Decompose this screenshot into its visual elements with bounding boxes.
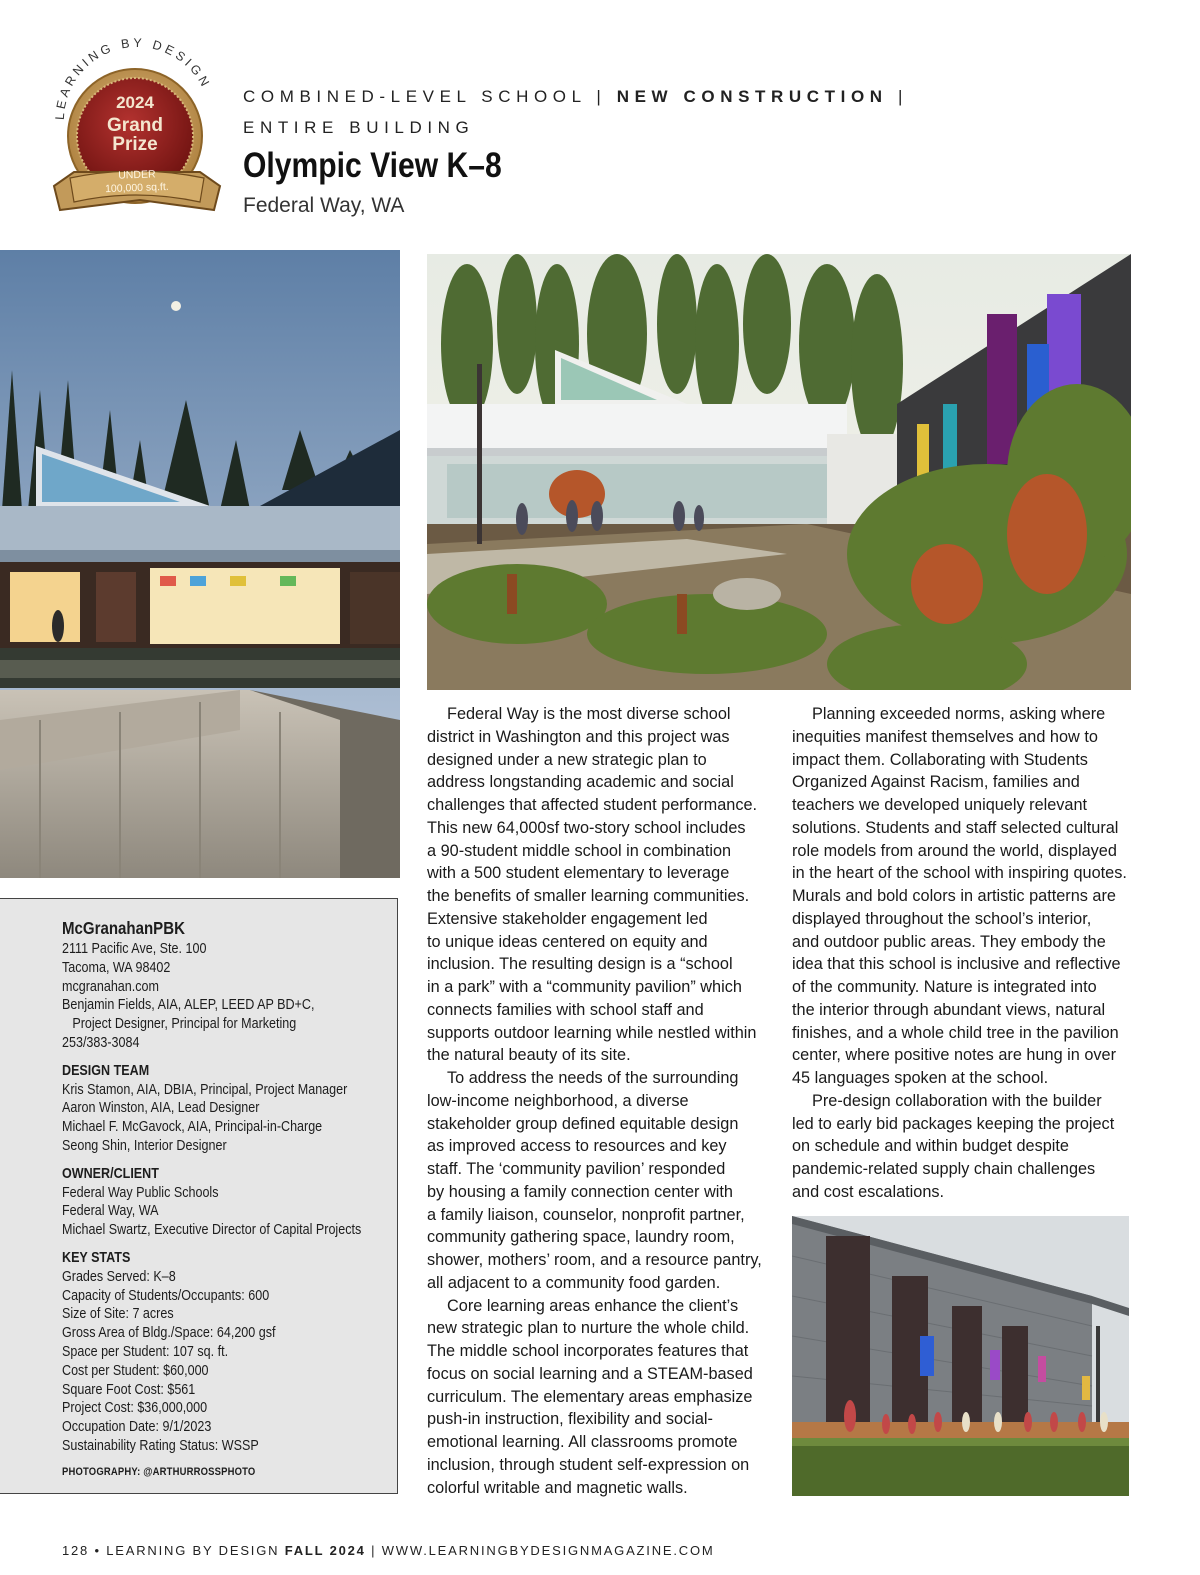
body-line: supports outdoor learning while nestled within	[427, 1023, 757, 1042]
badge-award-line1: Grand	[107, 115, 163, 136]
body-line: and cost escalations.	[792, 1182, 945, 1201]
body-line: challenges that affected student performance.	[427, 796, 758, 814]
category-part-b: NEW CONSTRUCTION	[616, 87, 888, 106]
design-team-member: Aaron Winston, AIA, Lead Designer	[62, 1100, 260, 1117]
body-line: idea that this school is inclusive and reflective	[792, 955, 1121, 974]
body-line: led to early bid packages keeping the project	[792, 1114, 1115, 1133]
body-line: Core learning areas enhance the client’s	[447, 1296, 739, 1315]
body-line: displayed throughout the school’s interior,	[792, 909, 1092, 928]
body-line: the natural beauty of its site.	[427, 1046, 631, 1065]
footer-issue: FALL 2024	[284, 1543, 366, 1558]
body-line: all adjacent to a community food garden.	[427, 1273, 721, 1292]
school-dusk-photo	[0, 250, 400, 878]
body-line: in a park” with a “community pavilion” which	[427, 978, 742, 996]
body-line: Organized Against Racism, families and	[792, 773, 1080, 792]
key-stat: Cost per Student: $60,000	[62, 1362, 209, 1379]
key-stat: Capacity of Students/Occupants: 600	[62, 1287, 270, 1304]
body-line: pandemic-related supply chain challenges	[792, 1160, 1096, 1178]
body-line: with a 500 student elementary to leverage	[427, 864, 730, 883]
key-stat: Grades Served: K–8	[62, 1268, 176, 1285]
body-line: a family liaison, counselor, nonprofit partner,	[427, 1205, 745, 1224]
body-line: a 90-student middle school in combination	[427, 841, 732, 860]
firm-phone: 253/383-3084	[62, 1034, 140, 1051]
body-column-left	[427, 703, 762, 1499]
body-line: staff. The ‘community pavilion’ responded	[427, 1160, 726, 1178]
owner-line: Michael Swartz, Executive Director of Capital Projects	[62, 1222, 362, 1239]
badge-ribbon-line2: 100,000 sq.ft.	[104, 180, 169, 196]
body-line: by housing a family connection center with	[427, 1182, 733, 1201]
key-stat: Square Foot Cost: $561	[62, 1381, 196, 1398]
owner-line: Federal Way, WA	[62, 1203, 159, 1220]
body-line: low-income neighborhood, a diverse	[427, 1091, 689, 1110]
design-team-member: Michael F. McGavock, AIA, Principal-in-Charge	[62, 1119, 323, 1136]
design-team-member: Kris Stamon, AIA, DBIA, Principal, Project Manager	[62, 1081, 348, 1098]
body-line: push-in instruction, flexibility and social-	[427, 1410, 713, 1429]
body-line: focus on social learning and a STEAM-based	[427, 1364, 753, 1383]
body-line: center, where positive notes are hung in over	[792, 1046, 1117, 1065]
body-line: Pre-design collaboration with the builder	[812, 1091, 1102, 1110]
key-stat: Project Cost: $36,000,000	[62, 1400, 208, 1417]
body-line: inclusion. The resulting design is a “school	[427, 955, 733, 974]
body-line: inclusion, through student self-expression on	[427, 1455, 750, 1474]
owner-heading: OWNER/CLIENT	[62, 1165, 159, 1182]
key-stat: Sustainability Rating Status: WSSP	[62, 1437, 259, 1454]
project-info-sidebar	[0, 898, 398, 1494]
body-line: the benefits of smaller learning communities.	[427, 887, 750, 905]
key-stats-heading: KEY STATS	[62, 1249, 131, 1266]
school-courtyard-photo	[427, 254, 1131, 690]
body-line: curriculum. The elementary areas emphasize	[427, 1387, 753, 1406]
body-line: of the community. Nature is integrated into	[792, 978, 1097, 996]
design-team-member: Seong Shin, Interior Designer	[62, 1137, 227, 1154]
category-kicker-line2: ENTIRE BUILDING	[243, 118, 475, 137]
body-line: address longstanding academic and social	[427, 773, 734, 792]
body-line: emotional learning. All classrooms promote	[427, 1433, 738, 1451]
body-line: Murals and bold colors in artistic patterns are	[792, 887, 1116, 905]
body-line: impact them. Collaborating with Students	[792, 750, 1088, 769]
body-line: new strategic plan to nurture the whole child.	[427, 1319, 750, 1338]
page-footer	[62, 1543, 715, 1558]
category-part-c: |	[898, 87, 909, 106]
badge-year: 2024	[116, 93, 154, 112]
body-line: This new 64,000sf two-story school includes	[427, 818, 746, 837]
body-line: finishes, and a whole child tree in the pavilion	[792, 1023, 1119, 1042]
body-line: connects families with school staff and	[427, 1000, 704, 1019]
body-line: inequities manifest themselves and how to	[792, 727, 1098, 746]
body-line: The middle school incorporates features that	[427, 1342, 749, 1360]
owner-line: Federal Way Public Schools	[62, 1184, 219, 1201]
body-line: designed under a new strategic plan to	[427, 750, 707, 769]
page-subtitle: Federal Way, WA	[243, 194, 405, 217]
body-line: as improved access to resources and key	[427, 1137, 727, 1156]
body-line: role models from around the world, displayed	[792, 841, 1117, 860]
key-stat: Occupation Date: 9/1/2023	[62, 1419, 212, 1436]
school-exterior-photo	[792, 1216, 1129, 1496]
body-line: Planning exceeded norms, asking where	[812, 705, 1106, 723]
body-line: colorful writable and magnetic walls.	[427, 1478, 688, 1497]
body-line: to unique ideas centered on equity and	[427, 932, 708, 951]
photo-credit: PHOTOGRAPHY: @ARTHURROSSPHOTO	[62, 1465, 256, 1478]
category-part-a: COMBINED-LEVEL SCHOOL |	[243, 87, 607, 106]
body-line: Extensive stakeholder engagement led	[427, 909, 708, 928]
body-line: Federal Way is the most diverse school	[447, 705, 731, 723]
firm-name: McGranahanPBK	[62, 918, 185, 938]
body-line: shower, mothers’ room, and a resource pantry,	[427, 1251, 762, 1269]
key-stat: Space per Student: 107 sq. ft.	[62, 1343, 229, 1360]
footer-website: | WWW.LEARNINGBYDESIGNMAGAZINE.COM	[371, 1543, 715, 1558]
footer-page: 128 • LEARNING BY DESIGN	[62, 1543, 280, 1558]
body-column-right	[792, 703, 1127, 1204]
key-stat: Gross Area of Bldg./Space: 64,200 gsf	[62, 1325, 276, 1342]
body-line: in the heart of the school with inspiring quotes.	[792, 864, 1127, 883]
body-line: To address the needs of the surrounding	[447, 1069, 739, 1087]
firm-website: mcgranahan.com	[62, 978, 159, 995]
firm-address-line2: Tacoma, WA 98402	[62, 959, 171, 976]
body-line: stakeholder group defined equitable design	[427, 1114, 739, 1133]
award-badge	[40, 38, 230, 228]
badge-arc-text: LEARNING BY DESIGN	[52, 38, 214, 121]
body-line: the interior through abundant views, natural	[792, 1000, 1106, 1019]
body-line: solutions. Students and staff selected cultural	[792, 818, 1119, 837]
body-line: teachers we developed uniquely relevant	[792, 796, 1088, 814]
body-line: community gathering space, laundry room,	[427, 1228, 735, 1247]
firm-contact: Benjamin Fields, AIA, ALEP, LEED AP BD+C,	[62, 997, 315, 1014]
page-title: Olympic View K–8	[243, 146, 502, 185]
body-line: 45 languages spoken at the school.	[792, 1069, 1049, 1087]
firm-address-line1: 2111 Pacific Ave, Ste. 100	[62, 941, 207, 957]
firm-contact-title: Project Designer, Principal for Marketing	[72, 1016, 297, 1033]
body-line: and outdoor public areas. They embody the	[792, 932, 1106, 951]
category-kicker	[243, 87, 908, 107]
body-line: on schedule and within budget despite	[792, 1137, 1069, 1156]
badge-ribbon-line1: UNDER	[118, 168, 156, 182]
badge-award-line2: Prize	[112, 134, 158, 155]
key-stat: Size of Site: 7 acres	[62, 1306, 174, 1323]
body-line: district in Washington and this project was	[427, 727, 730, 746]
design-team-heading: DESIGN TEAM	[62, 1062, 150, 1079]
